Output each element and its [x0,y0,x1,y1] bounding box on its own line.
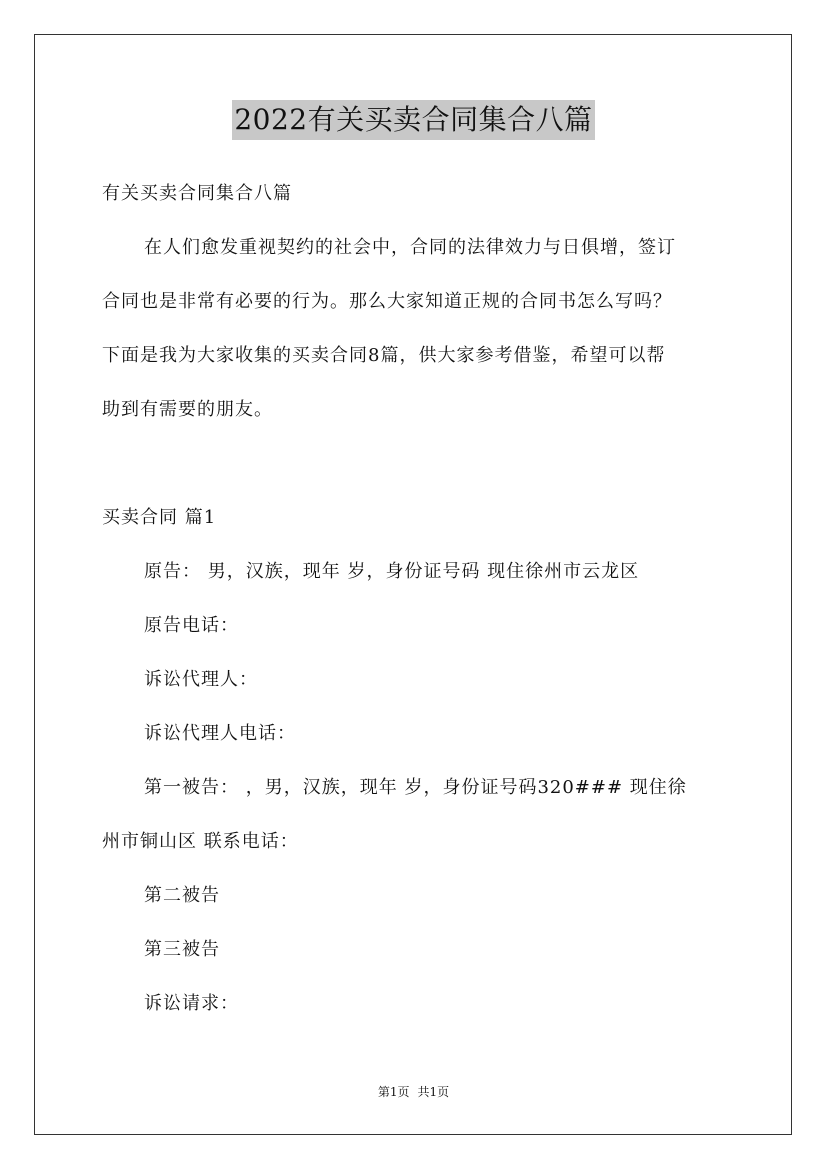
intro-line-2: 合同也是非常有必要的行为。那么大家知道正规的合同书怎么写吗？ [102,291,672,312]
intro-line-4: 助到有需要的朋友。 [102,399,273,420]
agent-phone-line: 诉讼代理人电话： [144,723,296,744]
claims-line: 诉讼请求： [144,993,239,1014]
page-total: 共1页 [417,1085,450,1099]
section-heading: 买卖合同 篇1 [102,507,217,528]
intro-line-3: 下面是我为大家收集的买卖合同8篇，供大家参考借鉴，希望可以帮 [102,345,666,366]
intro-line-1: 在人们愈发重视契约的社会中，合同的法律效力与日俱增，签订 [144,237,676,258]
first-defendant-line: 第一被告： ，男，汉族，现年 岁，身份证号码320### 现住徐 [144,777,687,798]
title-container [0,100,827,140]
second-defendant-line: 第二被告 [144,885,220,906]
document-title: 2022有关买卖合同集合八篇 [232,100,594,140]
document-subtitle: 有关买卖合同集合八篇 [102,183,292,204]
page-number: 第1页 [377,1085,410,1099]
agent-line: 诉讼代理人： [144,669,258,690]
plaintiff-line: 原告： 男，汉族，现年 岁，身份证号码 现住徐州市云龙区 [144,561,640,582]
page-footer [0,1084,827,1100]
first-defendant-line-cont: 州市铜山区 联系电话： [102,831,299,852]
plaintiff-phone-line: 原告电话： [144,615,239,636]
third-defendant-line: 第三被告 [144,939,220,960]
